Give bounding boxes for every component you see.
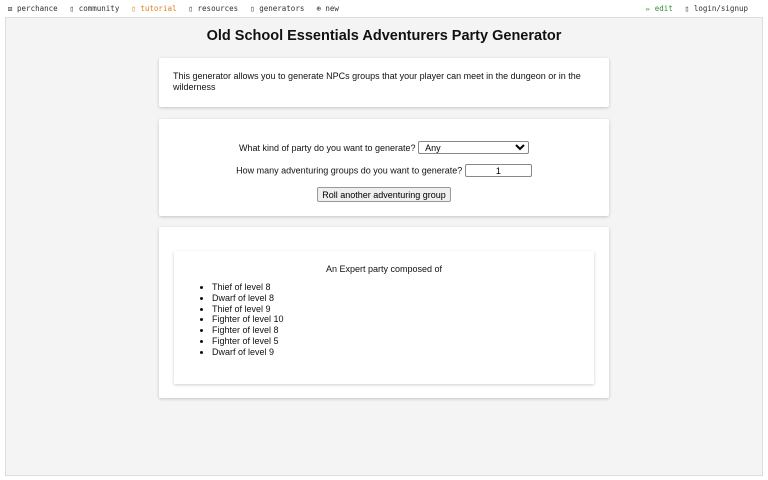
list-item: • Fighter of level 5: [212, 336, 284, 347]
party-members-list: [212, 282, 284, 358]
result-title: An Expert party composed of: [325, 264, 443, 274]
list-item: • Thief of level 8: [212, 282, 284, 293]
list-item: • Fighter of level 10: [212, 314, 284, 325]
result-card: [159, 227, 609, 398]
party-result: [174, 251, 594, 384]
groups-label: How many adventuring groups do you want to generate?: [236, 165, 463, 176]
nav-tutorial[interactable]: ▯ tutorial: [131, 3, 177, 13]
top-nav: [0, 0, 768, 16]
party-type-select[interactable]: [418, 141, 529, 154]
edit-link[interactable]: ✏ edit: [645, 3, 673, 13]
groups-count-input[interactable]: [465, 164, 532, 177]
roll-button[interactable]: Roll another adventuring group: [317, 187, 451, 202]
form-card: [159, 119, 609, 216]
party-label: What kind of party do you want to generate?: [238, 143, 416, 153]
nav-generators[interactable]: ▯ generators: [250, 3, 305, 13]
intro-card: [159, 58, 609, 107]
nav-community[interactable]: ▯ community: [69, 3, 120, 13]
nav-perchance[interactable]: ⚄ perchance: [8, 3, 58, 13]
intro-text: This generator allows you to generate NPCs groups that your player can meet in the dungeon or in the wilderness: [173, 71, 581, 92]
login-link[interactable]: ▯ login/signup: [684, 3, 748, 13]
list-item: • Dwarf of level 8: [212, 293, 284, 304]
list-item: • Fighter of level 8: [212, 325, 284, 336]
nav-new[interactable]: ⊕ new: [316, 3, 339, 13]
page-title: Old School Essentials Adventurers Party Generator: [206, 28, 562, 44]
list-item: • Dwarf of level 9: [212, 347, 284, 358]
nav-resources[interactable]: ▯ resources: [188, 3, 239, 13]
list-item: • Thief of level 9: [212, 304, 284, 315]
